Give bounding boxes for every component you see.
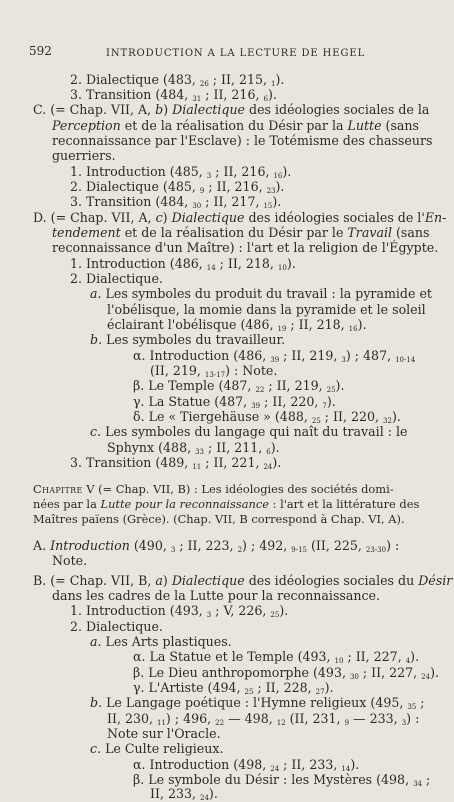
outline-line: 1. Introduction (486, $_{14}$ ; II, 218, $_{10}$).	[70, 256, 296, 272]
outline-line: α. Introduction (486, $_{39}$ ; II, 219, $_3$) ; 487, $_{10-14}$	[133, 348, 416, 364]
outline-line: B. (= Chap. VII, B, a) Dialectique des idéologies sociales du Désir	[33, 573, 453, 588]
outline-line: 2. Dialectique (485, $_9$ ; II, 216, $_{23}$).	[70, 179, 285, 195]
outline-line: tendement et de la réalisation du Désir par le Travail (sans	[52, 225, 430, 240]
outline-line: 3. Transition (489, $_{11}$ ; II, 221, $_{24}$).	[70, 455, 282, 471]
running-title: INTRODUCTION A LA LECTURE DE HEGEL	[106, 48, 366, 59]
outline-line: 1. Introduction (493, $_3$ ; V, 226, $_{25}$).	[70, 603, 289, 619]
outline-line: 1. Introduction (485, $_3$ ; II, 216, $_{16}$).	[70, 164, 292, 180]
outline-line: (II, 219, $_{13-17}$) : Note.	[150, 363, 278, 379]
outline-line: α. Introduction (498, $_{24}$ ; II, 233, $_{14}$).	[133, 757, 360, 773]
outline-line: Note.	[52, 553, 88, 568]
outline-line: a. Les Arts plastiques.	[90, 634, 232, 649]
outline-line: β. Le Dieu anthropomorphe (493, $_{30}$ ; II, 227, $_{24}$).	[133, 665, 439, 681]
outline-line: reconnaissance par l'Esclave) : le Totémisme des chasseurs	[52, 133, 433, 148]
outline-line: β. Le Temple (487, $_{22}$ ; II, 219, $_{25}$).	[133, 378, 345, 394]
page-number: 592	[29, 44, 52, 58]
outline-line: b. Les symboles du travailleur.	[90, 332, 286, 347]
outline-line: 2. Dialectique.	[70, 619, 163, 634]
outline-line: Note sur l'Oracle.	[107, 726, 221, 741]
outline-line: l'obélisque, la momie dans la pyramide et le soleil	[107, 302, 426, 317]
outline-line: C. (= Chap. VII, A, b) Dialectique des idéologies sociales de la	[33, 102, 430, 117]
outline-line: a. Les symboles du produit du travail : la pyramide et	[90, 286, 432, 301]
outline-line: II, 233, $_{24}$).	[150, 786, 218, 802]
outline-line: II, 230, $_{11}$) ; 496, $_{22}$ — 498, $_{12}$ (II, 231, $_9$ — 233, $_3$) :	[107, 711, 420, 727]
chapter-heading: Maîtres païens (Grèce). (Chap. VII, B correspond à Chap. VI, A).	[33, 512, 405, 526]
outline-line: c. Les symboles du langage qui naît du travail : le	[90, 424, 408, 439]
outline-line: guerriers.	[52, 148, 116, 163]
outline-line: γ. L'Artiste (494, $_{25}$ ; II, 228, $_{27}$).	[133, 680, 334, 696]
outline-line: 2. Dialectique.	[70, 271, 163, 286]
outline-line: A. Introduction (490, $_3$ ; II, 223, $_2$) ; 492, $_{9-15}$ (II, 225, $_{23-30}$) :	[33, 538, 400, 554]
outline-line: b. Le Langage poétique : l'Hymne religieux (495, $_{35}$ ;	[90, 695, 425, 711]
outline-line: 3. Transition (484, $_{30}$ ; II, 217, $_{15}$).	[70, 194, 282, 210]
outline-line: Perception et de la réalisation du Désir par la Lutte (sans	[52, 118, 420, 133]
chapter-heading: nées par la Lutte pour la reconnaissance : l'art et la littérature des	[33, 497, 420, 511]
outline-line: α. La Statue et le Temple (493, $_{10}$ ; II, 227, $_4$).	[133, 649, 420, 665]
outline-line: δ. Le « Tiergehäuse » (488, $_{25}$ ; II, 220, $_{32}$).	[133, 409, 401, 425]
outline-line: D. (= Chap. VII, A, c) Dialectique des idéologies sociales de l'En-	[33, 210, 447, 225]
outline-line: β. Le symbole du Désir : les Mystères (498, $_{34}$ ;	[133, 772, 431, 788]
outline-line: reconnaissance d'un Maître) : l'art et la religion de l'Égypte.	[52, 240, 439, 255]
outline-line: Sphynx (488, $_{33}$ ; II, 211, $_6$).	[107, 440, 280, 456]
outline-line: c. Le Culte religieux.	[90, 741, 224, 756]
outline-line: dans les cadres de la Lutte pour la reconnaissance.	[52, 588, 381, 603]
outline-line: 3. Transition (484, $_{31}$ ; II, 216, $_6$).	[70, 87, 277, 103]
chapter-heading: Chapitre V (= Chap. VII, B) : Les idéologies des sociétés domi-	[33, 482, 394, 496]
outline-line: éclairant l'obélisque (486, $_{19}$ ; II, 218, $_{16}$).	[107, 317, 367, 333]
outline-line: 2. Dialectique (483, $_{26}$ ; II, 215, $_1$).	[70, 72, 285, 88]
outline-line: γ. La Statue (487, $_{39}$ ; II, 220, $_7$).	[133, 394, 336, 410]
